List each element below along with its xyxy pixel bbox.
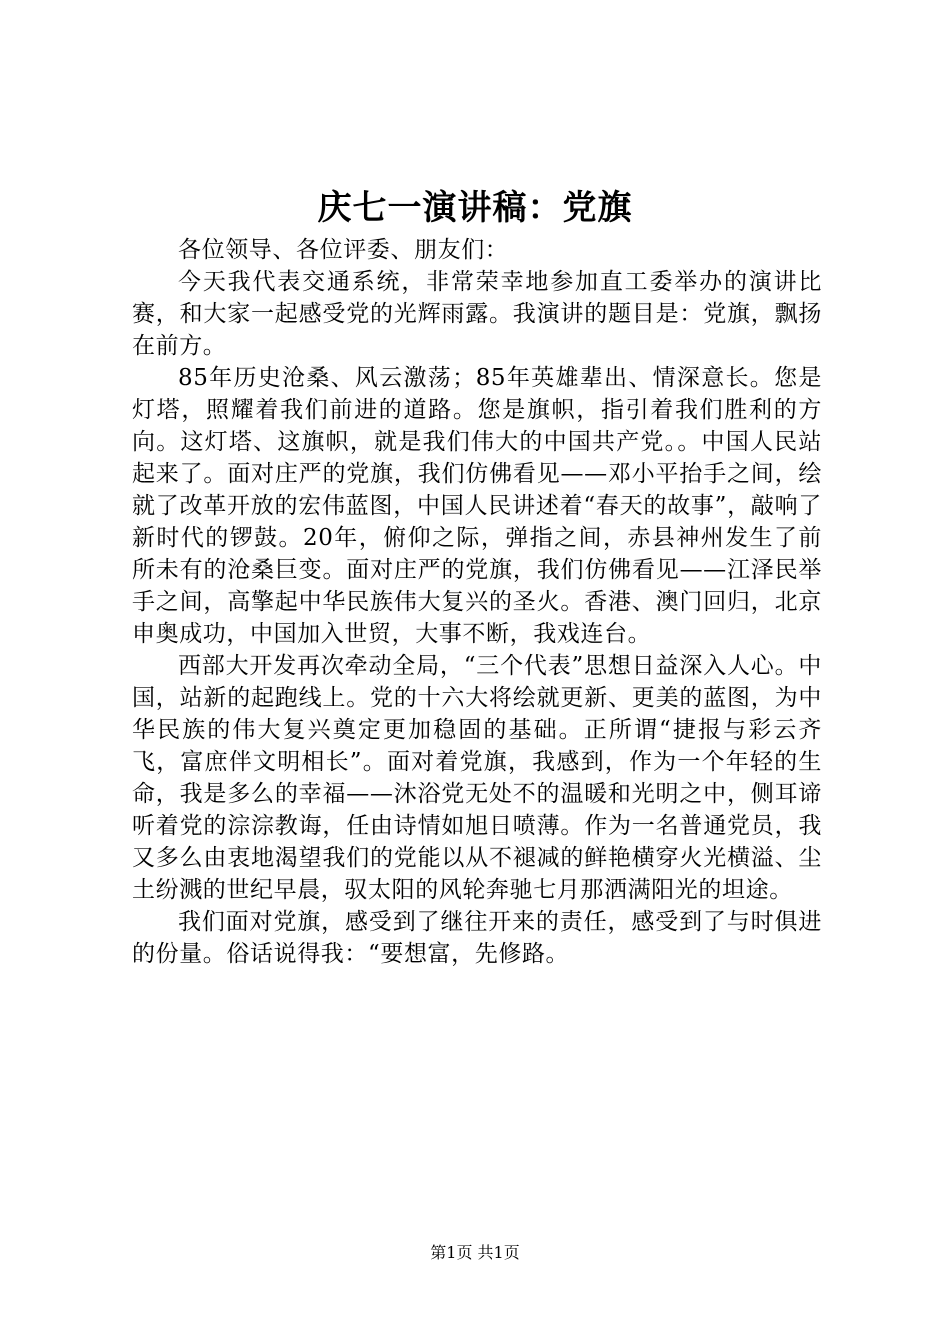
document-title: 庆七一演讲稿：党旗 [317,188,633,228]
paragraph-greeting: 各位领导、各位评委、朋友们： [178,237,509,263]
page-footer: 第1页 共1页 [430,1243,520,1262]
paragraph-closing: 我们面对党旗，感受到了继往开来的责任，感受到了与时俱进的份量。俗话说得我：“要想富，先修路。 [132,909,822,967]
paragraph-development: 西部大开发再次牵动全局，“三个代表”思想日益深入人心。中国，站新的起跑线上。党的十六大将绘就更新、更美的蓝图，为中华民族的伟大复兴奠定更加稳固的基础。正所谓“捷报与彩云齐飞，富庶伴文明相长”。面对着党旗，我感到，作为一个年轻的生命，我是多么的幸福——沐浴党无处不的温暖和光明之中，侧耳谛听着党的淙淙教诲，任由诗情如旭日喷薄。作为一名普通党员，我又多么由衷地渴望我们的党能以从不褪减的鲜艳横穿火光横溢、尘土纷溅的世纪早晨，驭太阳的风轮奔驰七月那洒满阳光的坦途。 [132,653,822,903]
paragraph-intro: 今天我代表交通系统，非常荣幸地参加直工委举办的演讲比赛，和大家一起感受党的光辉雨露。我演讲的题目是：党旗，飘扬在前方。 [132,269,822,359]
paragraph-history: 85年历史沧桑、风云激荡；85年英雄辈出、情深意长。您是灯塔，照耀着我们前进的道路。您是旗帜，指引着我们胜利的方向。这灯塔、这旗帜，就是我们伟大的中国共产党。。中国人民站起来了。面对庄严的党旗，我们仿佛看见——邓小平抬手之间，绘就了改革开放的宏伟蓝图，中国人民讲述着“春天的故事”，敲响了新时代的锣鼓。20年，俯仰之际，弹指之间，赤县神州发生了前所未有的沧桑巨变。面对庄严的党旗，我们仿佛看见——江泽民举手之间，高擎起中华民族伟大复兴的圣火。香港、澳门回归，北京申奥成功，中国加入世贸，大事不断，我戏连台。 [132,365,822,647]
document-body [132,234,822,970]
